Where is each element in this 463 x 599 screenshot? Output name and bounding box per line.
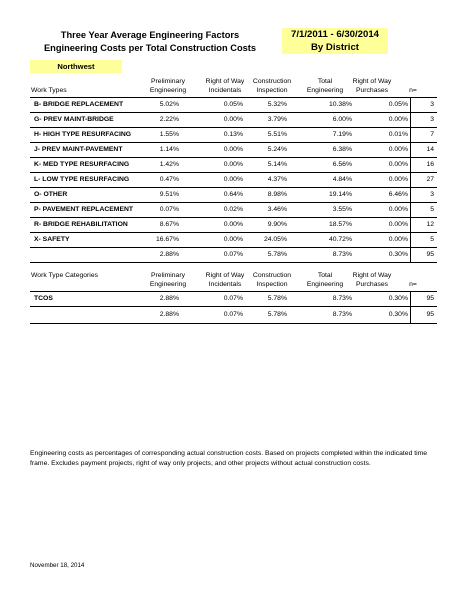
date-range-box [282,28,388,54]
header-preliminary-engineering: Preliminary Engineering [149,272,187,288]
table-row: X- SAFETY 16.67% 0.00% 24.05% 40.72% 0.00% 5 [30,233,437,248]
table-row: O- OTHER 9.51% 0.64% 8.98% 19.14% 6.46% 3 [30,188,437,203]
header-construction-inspection: Construction Inspection [252,78,292,94]
header-total-engineering: Total Engineering [306,78,344,94]
date-range: 7/1/2011 - 6/30/2014 [290,29,380,40]
date-grouping: By District [311,42,359,53]
header-n: n= [409,87,417,94]
header-work-type-categories: Work Type Categories [31,272,98,279]
header-n: n= [409,281,417,288]
footer-date: November 18, 2014 [30,562,85,569]
table-row: J- PREV MAINT-PAVEMENT 1.14% 0.00% 5.24% 6.38% 0.00% 14 [30,143,437,158]
header-work-types: Work Types [31,87,67,94]
table-row: TCOS 2.88% 0.07% 5.78% 8.73% 0.30% 95 [30,291,437,307]
table-row: R- BRIDGE REHABILITATION 8.67% 0.00% 9.90% 18.57% 0.00% 12 [30,218,437,233]
district-label: Northwest [30,60,122,73]
table-row: B- BRIDGE REPLACEMENT 5.02% 0.05% 5.32% 10.38% 0.05% 3 [30,97,437,113]
header-row-incidentals: Right of Way Incidentals [205,78,245,94]
report-title-line-1: Three Year Average Engineering Factors [60,30,240,40]
table-row: L- LOW TYPE RESURFACING 0.47% 0.00% 4.37% 4.84% 0.00% 27 [30,173,437,188]
header-row-purchases: Right of Way Purchases [352,272,392,288]
header-preliminary-engineering: Preliminary Engineering [149,78,187,94]
table-total-row: 2.88% 0.07% 5.78% 8.73% 0.30% 95 [30,248,437,263]
table-row: P- PAVEMENT REPLACEMENT 0.07% 0.02% 3.46% 3.55% 0.00% 5 [30,203,437,218]
table-total-row: 2.88% 0.07% 5.78% 8.73% 0.30% 95 [30,307,437,324]
header-construction-inspection: Construction Inspection [252,272,292,288]
table-row: K- MED TYPE RESURFACING 1.42% 0.00% 5.14% 6.56% 0.00% 16 [30,158,437,173]
report-title [30,29,270,55]
table-row: G- PREV MAINT-BRIDGE 2.22% 0.00% 3.79% 6.00% 0.00% 3 [30,113,437,128]
methodology-note: Engineering costs as percentages of corresponding actual construction costs. Based on projects completed within the indicated time frame. Excludes payment projects, right of way only projects, and other projects without actual construction costs. [30,450,428,467]
header-total-engineering: Total Engineering [306,272,344,288]
report-title-line-2: Engineering Costs per Total Construction Costs [43,43,257,53]
header-row-incidentals: Right of Way Incidentals [205,272,245,288]
table-row: H- HIGH TYPE RESURFACING 1.55% 0.13% 5.51% 7.19% 0.01% 7 [30,128,437,143]
header-row-purchases: Right of Way Purchases [352,78,392,94]
